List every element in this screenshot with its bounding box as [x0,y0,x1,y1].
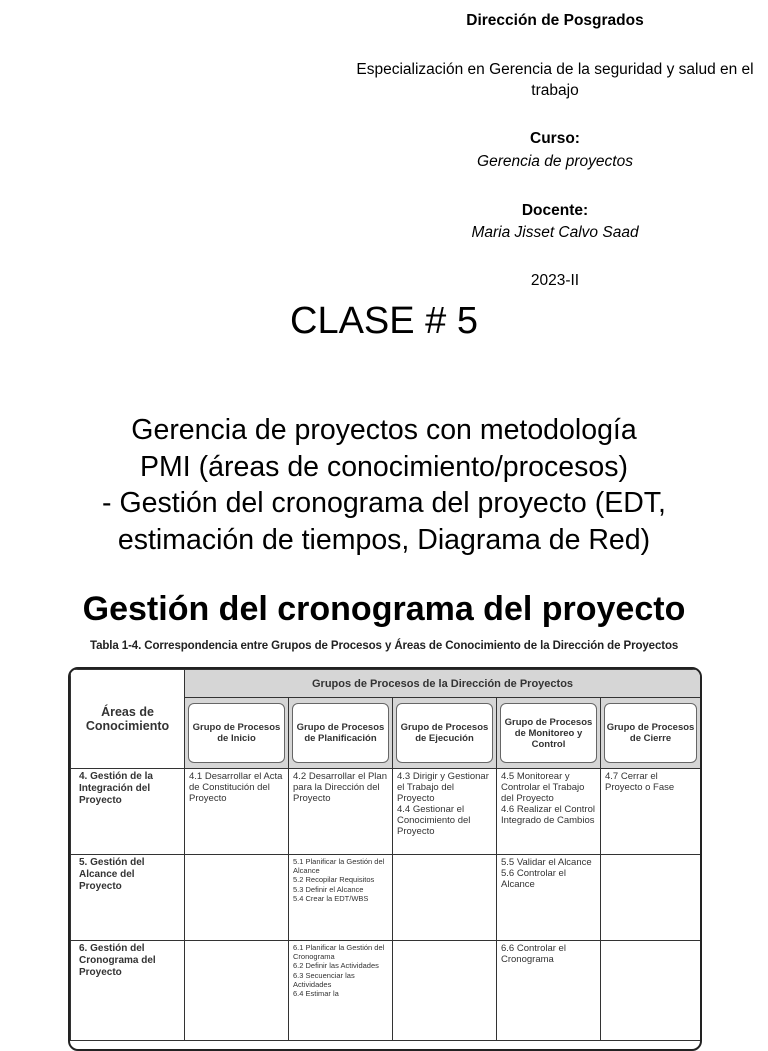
teacher-label: Docente: [521,202,589,219]
process-knowledge-table [68,667,702,1051]
subject-line: - Gestión del cronograma del proyecto (EDT, [102,487,666,519]
table-cell [393,941,497,1041]
table-cell [393,855,497,941]
table-cell: 4.7 Cerrar el Proyecto o Fase [601,769,701,855]
area-name: 4. Gestión de la Integración del Proyecto [71,769,185,855]
table-cell: 4.3 Dirigir y Gestionar el Trabajo del Proyecto 4.4 Gestionar el Conocimiento del Proyecto [393,769,497,855]
group-header-ejecucion: Grupo de Procesos de Ejecución [396,703,493,763]
group-header-monitoreo: Grupo de Procesos de Monitoreo y Control [500,703,597,763]
table-caption: Tabla 1-4. Correspondencia entre Grupos de Procesos y Áreas de Conocimiento de la Dirección de Proyectos [90,640,679,652]
table-cell: 4.2 Desarrollar el Plan para la Dirección del Proyecto [289,769,393,855]
table-row [71,769,701,855]
table-cell: 5.5 Validar el Alcance 5.6 Controlar el Alcance [497,855,601,941]
table-cell: 6.1 Planificar la Gestión del Cronograma 6.2 Definir las Actividades 6.3 Secuenciar las Actividades 6.4 Estimar la [289,941,393,1041]
course-label: Curso: [530,130,580,147]
teacher-name: Maria Jisset Calvo Saad [471,224,639,241]
groups-header: Grupos de Procesos de la Dirección de Proyectos [185,670,701,698]
course-name: Gerencia de proyectos [477,153,633,170]
table-cell [601,941,701,1041]
group-header-planificacion: Grupo de Procesos de Planificación [292,703,389,763]
class-title: CLASE # 5 [290,300,478,342]
table-cell: 5.1 Planificar la Gestión del Alcance 5.2 Recopilar Requisitos 5.3 Definir el Alcance 5.4 Crear la EDT/WBS [289,855,393,941]
institution-name: Dirección de Posgrados [466,12,644,29]
subject-description [0,412,768,558]
table-row [71,941,701,1041]
subject-line: Gerencia de proyectos con metodología [131,414,637,446]
table-cell: 6.6 Controlar el Cronograma [497,941,601,1041]
area-name: 5. Gestión del Alcance del Proyecto [71,855,185,941]
section-title: Gestión del cronograma del proyecto [82,590,686,628]
table-cell [185,941,289,1041]
group-header-cierre: Grupo de Procesos de Cierre [604,703,697,763]
subject-line: estimación de tiempos, Diagrama de Red) [117,523,651,556]
table-cell: 4.1 Desarrollar el Acta de Constitución del Proyecto [185,769,289,855]
program-name: Especialización en Gerencia de la seguridad y salud en el trabajo [356,61,754,99]
table-cell [601,855,701,941]
table-cell [185,855,289,941]
table-row [71,855,701,941]
area-name: 6. Gestión del Cronograma del Proyecto [71,941,185,1041]
group-header-inicio: Grupo de Procesos de Inicio [188,703,285,763]
subject-line: PMI (áreas de conocimiento/procesos) [140,450,628,483]
academic-period: 2023-II [530,272,580,289]
table-cell: 4.5 Monitorear y Controlar el Trabajo del Proyecto 4.6 Realizar el Control Integrado de Cambios [497,769,601,855]
areas-header: Áreas de Conocimiento [71,670,185,769]
